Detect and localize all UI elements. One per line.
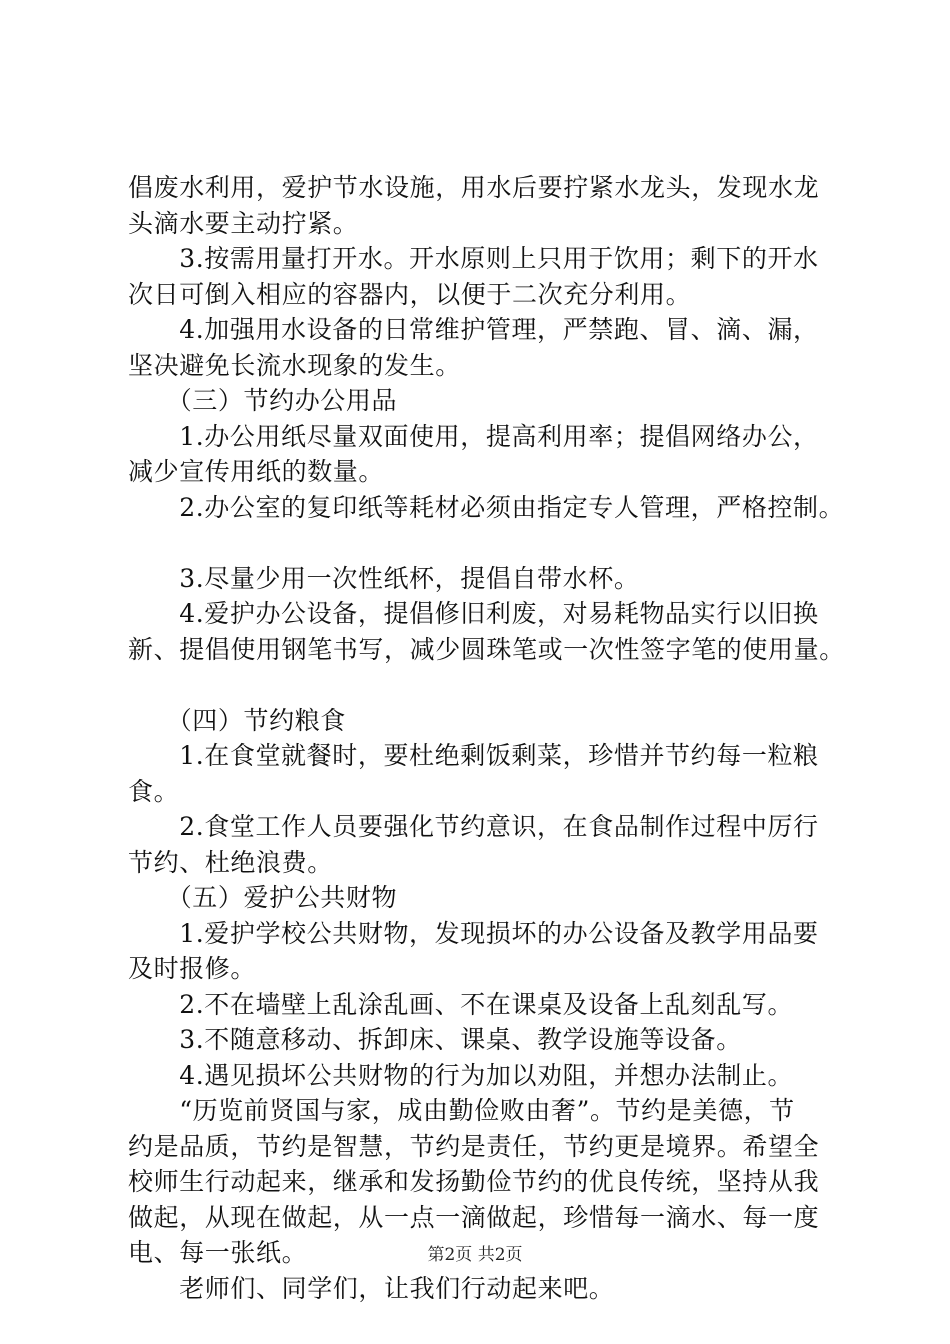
text-line: 食。 — [128, 776, 180, 806]
text-line: 1.爱护学校公共财物，发现损坏的办公设备及教学用品要 — [128, 918, 819, 948]
text-line: 4.爱护办公设备，提倡修旧利废，对易耗物品实行以旧换 — [128, 599, 819, 628]
text-line: 2.不在墙壁上乱涂乱画、不在课桌及设备上乱刻乱写。 — [128, 989, 794, 1019]
text-line: 节约、杜绝浪费。 — [128, 847, 333, 877]
text-line: 倡废水利用，爱护节水设施，用水后要拧紧水龙头，发现水龙 — [128, 173, 820, 202]
page-number: 第2页 共2页 — [427, 1245, 523, 1265]
text-line: 2.办公室的复印纸等耗材必须由指定专人管理，严格控制。 — [128, 492, 845, 522]
text-line: 3.按需用量打开水。开水原则上只用于饮用；剩下的开水 — [128, 244, 819, 273]
text-line: 3.尽量少用一次性纸杯，提倡自带水杯。 — [128, 563, 640, 593]
document-body — [128, 170, 848, 1306]
page-footer — [0, 1240, 950, 1265]
text-line: 1.在食堂就餐时，要杜绝剩饭剩菜，珍惜并节约每一粒粮 — [128, 741, 819, 770]
text-line: 新、提倡使用钢笔书写，减少圆珠笔或一次性签字笔的使用量。 — [128, 634, 845, 664]
text-line: 做起，从现在做起，从一点一滴做起，珍惜每一滴水、每一度 — [128, 1202, 820, 1232]
text-line: 减少宣传用纸的数量。 — [128, 457, 385, 486]
text-line: 2.食堂工作人员要强化节约意识，在食品制作过程中厉行 — [128, 812, 819, 841]
text-line: 坚决避免长流水现象的发生。 — [128, 350, 461, 380]
text-line: 及时报修。 — [128, 954, 257, 983]
text-line: 1.办公用纸尽量双面使用，提高利用率；提倡网络办公， — [128, 421, 819, 451]
text-line: 老师们、同学们，让我们行动起来吧。 — [128, 1273, 615, 1303]
section-heading: （四）节约粮食 — [128, 705, 346, 735]
text-line: “历览前贤国与家，成由勤俭败由奢”。节约是美德，节 — [128, 1096, 795, 1125]
text-line: 头滴水要主动拧紧。 — [128, 208, 359, 238]
text-line: 约是品质，节约是智慧，节约是责任，节约更是境界。希望全 — [128, 1131, 820, 1161]
text-line: 校师生行动起来，继承和发扬勤俭节约的优良传统，坚持从我 — [128, 1167, 820, 1196]
text-line: 3.不随意移动、拆卸床、课桌、教学设施等设备。 — [128, 1025, 742, 1054]
text-line: 4.遇见损坏公共财物的行为加以劝阻，并想办法制止。 — [128, 1060, 794, 1090]
section-heading: （三）节约办公用品 — [128, 386, 398, 415]
text-line: 4.加强用水设备的日常维护管理，严禁跑、冒、滴、漏， — [128, 315, 819, 344]
text-line: 次日可倒入相应的容器内，以便于二次充分利用。 — [128, 279, 692, 309]
blank-line — [128, 667, 848, 703]
section-heading: （五）爱护公共财物 — [128, 883, 398, 912]
text-line: 电、每一张纸。 — [128, 1238, 308, 1267]
blank-line — [128, 525, 848, 561]
